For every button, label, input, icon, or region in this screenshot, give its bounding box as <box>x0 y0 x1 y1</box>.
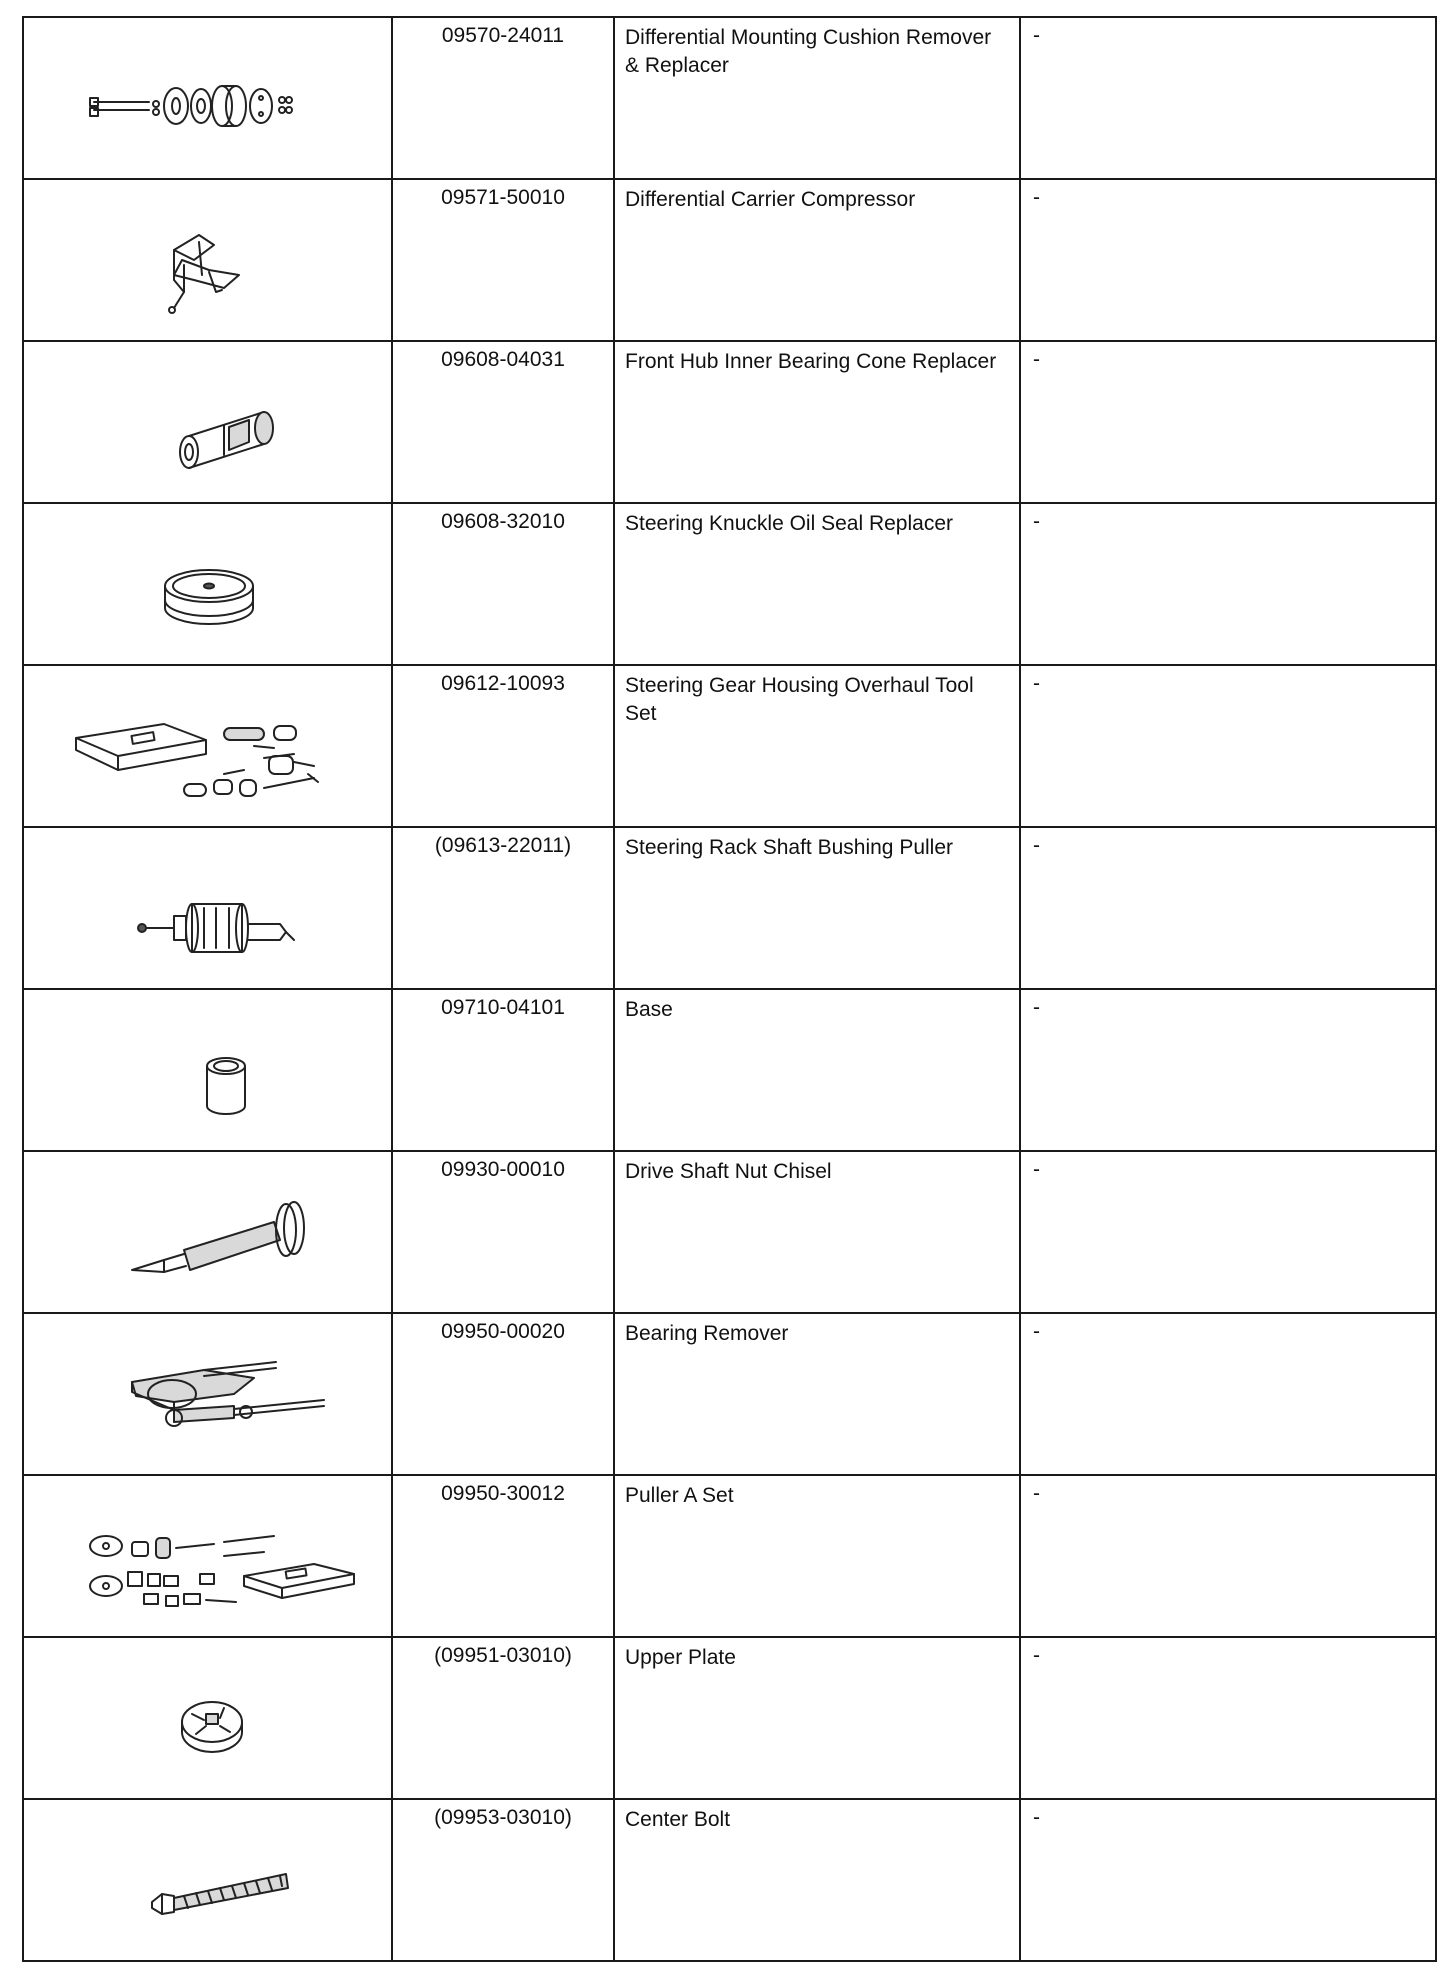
table-row <box>23 503 1436 665</box>
puller-set-icon <box>24 1476 391 1632</box>
tool-illustration-cell <box>23 989 392 1151</box>
tool-illustration-cell <box>23 1313 392 1475</box>
note: - <box>1033 1320 1040 1343</box>
tool-name: Steering Rack Shaft Bushing Puller <box>625 836 954 859</box>
tool-name-cell <box>614 1799 1020 1961</box>
note-cell <box>1020 1799 1436 1961</box>
note-cell <box>1020 665 1436 827</box>
base-sleeve-icon <box>24 990 391 1146</box>
note: - <box>1033 186 1040 209</box>
note: - <box>1033 24 1040 47</box>
part-number-cell <box>392 1637 614 1799</box>
bearing-cone-replacer-icon <box>24 342 391 498</box>
part-number: (09613-22011) <box>434 834 572 857</box>
tool-illustration-cell <box>23 341 392 503</box>
tool-set-case-icon <box>24 666 391 822</box>
table-row <box>23 989 1436 1151</box>
tool-name: Drive Shaft Nut Chisel <box>625 1160 832 1183</box>
table-row <box>23 1799 1436 1961</box>
note: - <box>1033 672 1040 695</box>
part-number-cell <box>392 1475 614 1637</box>
tool-name-cell <box>614 1637 1020 1799</box>
part-number: 09950-30012 <box>441 1482 565 1505</box>
part-number-cell <box>392 503 614 665</box>
bushing-puller-icon <box>24 828 391 984</box>
tool-illustration-cell <box>23 503 392 665</box>
tool-illustration-cell <box>23 1799 392 1961</box>
tool-name-cell <box>614 503 1020 665</box>
table-row <box>23 1475 1436 1637</box>
part-number-cell <box>392 1313 614 1475</box>
table-row <box>23 1313 1436 1475</box>
part-number-cell <box>392 341 614 503</box>
tool-name: Steering Gear Housing Overhaul Tool Set <box>625 674 974 725</box>
table-row <box>23 341 1436 503</box>
tool-name-cell <box>614 665 1020 827</box>
part-number-cell <box>392 989 614 1151</box>
tool-name-cell <box>614 17 1020 179</box>
table-row <box>23 665 1436 827</box>
note-cell <box>1020 1313 1436 1475</box>
chisel-icon <box>24 1152 391 1308</box>
table-row <box>23 1637 1436 1799</box>
part-number: 09710-04101 <box>441 996 565 1019</box>
tool-name: Upper Plate <box>625 1646 736 1669</box>
note-cell <box>1020 17 1436 179</box>
part-number: 09608-04031 <box>441 348 565 371</box>
note: - <box>1033 1482 1040 1505</box>
oil-seal-replacer-icon <box>24 504 391 660</box>
tool-illustration-cell <box>23 1475 392 1637</box>
tool-name-cell <box>614 341 1020 503</box>
tool-name: Bearing Remover <box>625 1322 789 1345</box>
note-cell <box>1020 1151 1436 1313</box>
part-number-cell <box>392 665 614 827</box>
part-number-cell <box>392 1799 614 1961</box>
note-cell <box>1020 1637 1436 1799</box>
note: - <box>1033 834 1040 857</box>
tool-name: Differential Carrier Compressor <box>625 188 916 211</box>
cushion-remover-replacer-icon <box>24 18 391 174</box>
tool-illustration-cell <box>23 179 392 341</box>
note-cell <box>1020 989 1436 1151</box>
note: - <box>1033 996 1040 1019</box>
part-number: 09930-00010 <box>441 1158 565 1181</box>
tool-name-cell <box>614 1313 1020 1475</box>
tool-name: Steering Knuckle Oil Seal Replacer <box>625 512 954 535</box>
part-number-cell <box>392 1151 614 1313</box>
tool-illustration-cell <box>23 827 392 989</box>
tool-name: Differential Mounting Cushion Remover & Replacer <box>625 26 992 77</box>
upper-plate-icon <box>24 1638 391 1794</box>
note-cell <box>1020 827 1436 989</box>
part-number: 09612-10093 <box>441 672 565 695</box>
part-number-cell <box>392 17 614 179</box>
part-number: 09950-00020 <box>441 1320 565 1343</box>
tool-name-cell <box>614 1475 1020 1637</box>
part-number-cell <box>392 179 614 341</box>
part-number-cell <box>392 827 614 989</box>
part-number: 09570-24011 <box>441 24 565 47</box>
note: - <box>1033 510 1040 533</box>
center-bolt-icon <box>24 1800 391 1956</box>
part-number: (09953-03010) <box>434 1806 572 1829</box>
note: - <box>1033 1644 1040 1667</box>
note-cell <box>1020 1475 1436 1637</box>
tool-illustration-cell <box>23 1151 392 1313</box>
note-cell <box>1020 179 1436 341</box>
table-row <box>23 179 1436 341</box>
tool-name-cell <box>614 827 1020 989</box>
table-row <box>23 17 1436 179</box>
tool-name: Base <box>625 998 673 1021</box>
part-number: 09608-32010 <box>441 510 565 533</box>
part-number: (09951-03010) <box>434 1644 572 1667</box>
table-row <box>23 1151 1436 1313</box>
bearing-remover-icon <box>24 1314 391 1470</box>
special-tools-table <box>22 16 1437 1962</box>
note-cell <box>1020 341 1436 503</box>
carrier-compressor-icon <box>24 180 391 336</box>
note: - <box>1033 348 1040 371</box>
tool-illustration-cell <box>23 17 392 179</box>
tool-illustration-cell <box>23 1637 392 1799</box>
tool-name-cell <box>614 179 1020 341</box>
table-row <box>23 827 1436 989</box>
note: - <box>1033 1158 1040 1181</box>
note: - <box>1033 1806 1040 1829</box>
tool-name-cell <box>614 1151 1020 1313</box>
tool-name: Center Bolt <box>625 1808 731 1831</box>
tool-name: Puller A Set <box>625 1484 734 1507</box>
part-number: 09571-50010 <box>441 186 565 209</box>
tool-name-cell <box>614 989 1020 1151</box>
tool-name: Front Hub Inner Bearing Cone Replacer <box>625 350 997 373</box>
note-cell <box>1020 503 1436 665</box>
tool-illustration-cell <box>23 665 392 827</box>
